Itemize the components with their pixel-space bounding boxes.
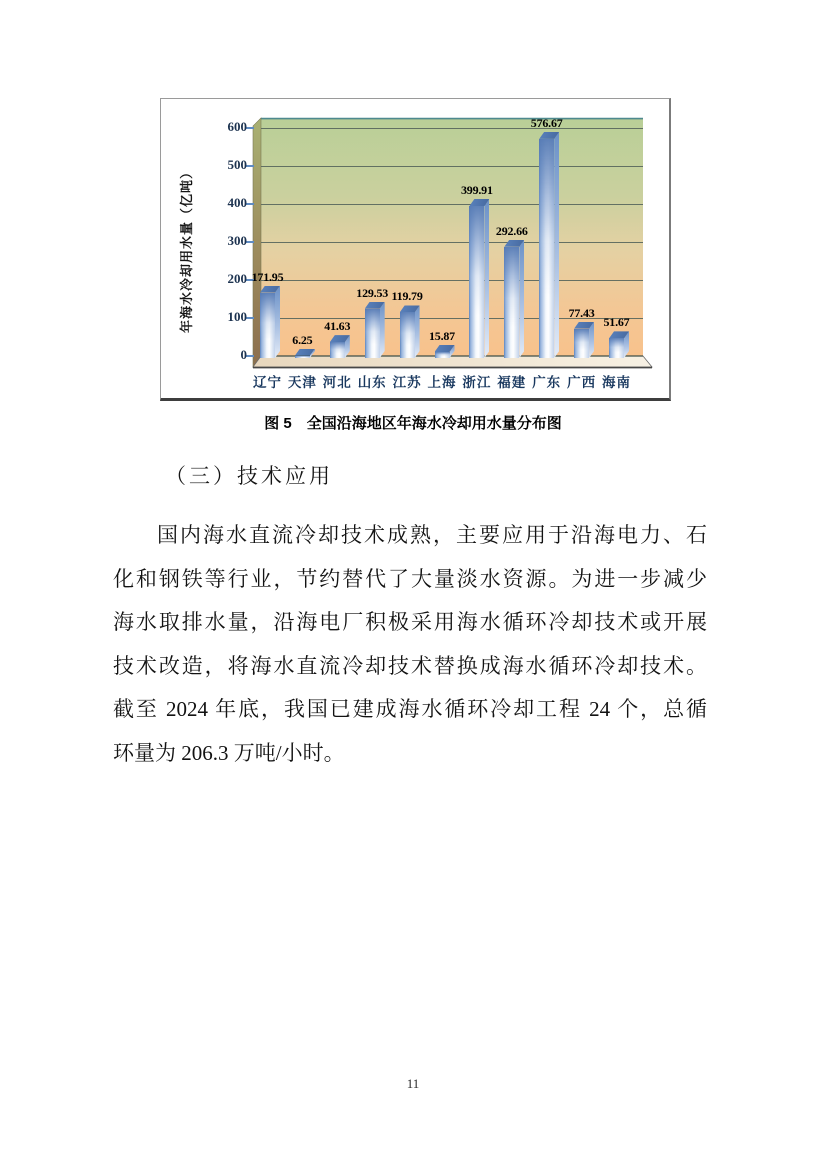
bar-side-face xyxy=(519,240,524,358)
bar-value-label: 15.87 xyxy=(428,328,455,343)
figure-box xyxy=(160,98,671,401)
bar xyxy=(260,293,275,358)
gridline xyxy=(261,242,643,243)
bar xyxy=(539,139,554,358)
section-heading: （三）技术应用 xyxy=(165,464,333,488)
category-label: 山东 xyxy=(357,375,387,390)
category-label: 辽宁 xyxy=(253,375,282,390)
category-label: 广东 xyxy=(532,375,562,390)
y-tick-mark xyxy=(246,127,254,129)
y-tick-mark xyxy=(246,355,254,357)
category-label: 河北 xyxy=(322,375,352,390)
bar-value-label: 171.95 xyxy=(251,269,284,284)
bar-value-label: 41.63 xyxy=(324,319,351,334)
gridline xyxy=(261,128,643,129)
gridline xyxy=(261,280,643,281)
figure-caption: 图 5 全国沿海地区年海水冷却用水量分布图 xyxy=(264,415,562,432)
y-tick-label: 0 xyxy=(240,347,247,362)
bar-value-label: 576.67 xyxy=(530,115,563,130)
paragraph-line: 化和钢铁等行业，节约替代了大量淡水资源。为进一步减少 xyxy=(113,566,707,591)
category-label: 天津 xyxy=(287,375,317,390)
paragraph-line: 技术改造，将海水直流冷却技术替换成海水循环冷却技术。 xyxy=(113,653,707,678)
bar-value-label: 6.25 xyxy=(292,332,313,347)
y-axis-title: 年海水冷却用水量（亿吨） xyxy=(179,165,194,334)
bar xyxy=(504,247,519,358)
y-tick-mark xyxy=(246,241,254,243)
bar-side-face xyxy=(554,132,559,358)
y-tick-label: 300 xyxy=(227,233,247,248)
y-tick-label: 600 xyxy=(227,119,247,134)
bar-side-face xyxy=(380,302,385,358)
category-label: 江苏 xyxy=(392,375,422,390)
page-number: 11 xyxy=(406,1076,420,1091)
bar xyxy=(295,356,310,358)
y-tick-mark xyxy=(246,165,254,167)
chart-area xyxy=(161,99,669,398)
y-tick-label: 200 xyxy=(227,271,247,286)
paragraph-line: 截至 2024 年底，我国已建成海水循环冷却工程 24 个，总循 xyxy=(113,697,707,721)
category-label: 福建 xyxy=(497,375,527,390)
bar-value-label: 119.79 xyxy=(391,289,423,304)
bar-value-label: 77.43 xyxy=(568,305,595,320)
gridline xyxy=(261,204,643,205)
bar xyxy=(574,329,589,358)
paragraph-line: 海水取排水量，沿海电厂积极采用海水循环冷却技术或开展 xyxy=(113,610,707,634)
paragraph-line: 国内海水直流冷却技术成熟，主要应用于沿海电力、石 xyxy=(157,523,707,547)
body-paragraph xyxy=(113,514,707,775)
category-label: 浙江 xyxy=(462,375,492,390)
bar-value-label: 292.66 xyxy=(495,223,528,238)
bar xyxy=(435,352,450,358)
y-tick-mark xyxy=(246,203,254,205)
y-tick-mark xyxy=(246,317,254,319)
paragraph-line: 环量为 206.3 万吨/小时。 xyxy=(113,740,345,765)
bar-value-label: 129.53 xyxy=(356,285,389,300)
category-label: 广西 xyxy=(567,375,597,390)
bar-value-label: 51.67 xyxy=(603,315,630,330)
bar-value-label: 399.91 xyxy=(460,183,493,198)
category-label: 海南 xyxy=(602,375,631,390)
y-tick-label: 400 xyxy=(227,195,247,210)
category-label: 上海 xyxy=(427,375,457,390)
gridline xyxy=(261,166,643,167)
bar xyxy=(609,338,624,358)
y-tick-label: 100 xyxy=(227,309,247,324)
y-tick-label: 500 xyxy=(227,157,247,172)
